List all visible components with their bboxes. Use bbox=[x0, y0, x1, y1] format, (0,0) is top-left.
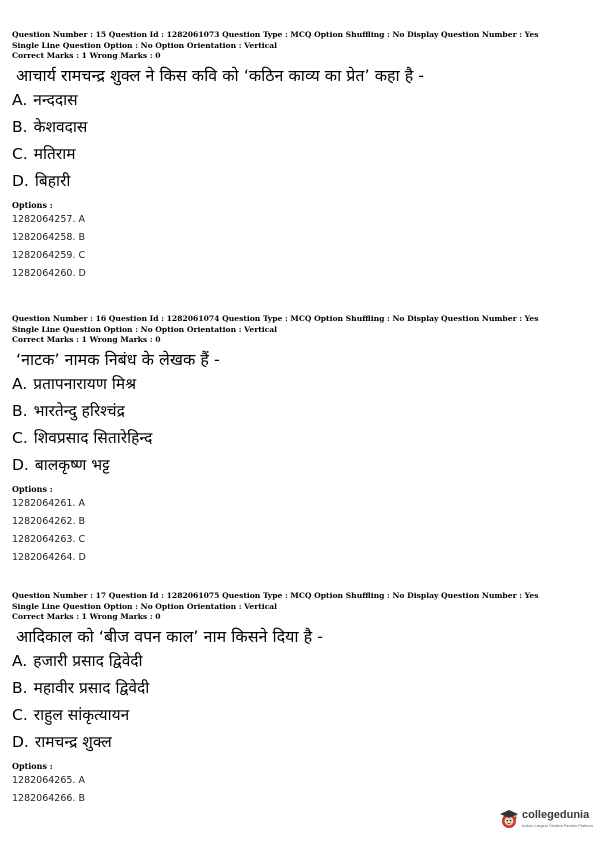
graduate-mascot-icon bbox=[498, 808, 520, 830]
option-id-list bbox=[12, 211, 582, 283]
question-text: आचार्य रामचन्द्र शुक्ल ने किस कवि को ‘कठिन काव्य का प्रेत’ कहा है - bbox=[16, 65, 425, 85]
choice-d bbox=[12, 452, 582, 479]
question-17 bbox=[12, 591, 582, 808]
option-id: 1282064262. B bbox=[12, 515, 85, 527]
choice-text: रामचन्द्र शुक्ल bbox=[34, 732, 112, 751]
option-id: 1282064260. D bbox=[12, 267, 86, 279]
choice-letter: D. bbox=[12, 171, 29, 190]
choice-letter: D. bbox=[12, 455, 29, 474]
choice-d bbox=[12, 168, 582, 195]
question-meta-line1: Question Number : 16 Question Id : 1282061074 Question Type : MCQ Option Shuffling : No Display Question Number : Yes bbox=[12, 314, 539, 323]
choice-text: हजारी प्रसाद द्विवेदी bbox=[33, 651, 143, 670]
question-meta-line1: Question Number : 15 Question Id : 1282061073 Question Type : MCQ Option Shuffling : No Display Question Number : Yes bbox=[12, 30, 539, 39]
options-label: Options : bbox=[12, 760, 53, 771]
choice-text: राहुल सांकृत्यायन bbox=[33, 705, 130, 724]
question-meta-line2: Single Line Question Option : No Option Orientation : Vertical bbox=[12, 324, 278, 334]
option-id: 1282064264. D bbox=[12, 551, 86, 563]
choice-letter: C. bbox=[12, 144, 28, 163]
choice-list bbox=[12, 648, 582, 756]
option-id: 1282064258. B bbox=[12, 231, 85, 243]
question-text: ‘नाटक’ नामक निबंध के लेखक हैं - bbox=[16, 349, 220, 369]
choice-list bbox=[12, 371, 582, 479]
choice-letter: B. bbox=[12, 117, 28, 136]
choice-b bbox=[12, 114, 582, 141]
option-id: 1282064265. A bbox=[12, 774, 85, 786]
choice-text: प्रतापनारायण मिश्र bbox=[33, 374, 137, 393]
question-meta-line1: Question Number : 17 Question Id : 1282061075 Question Type : MCQ Option Shuffling : No Display Question Number : Yes bbox=[12, 591, 539, 600]
question-marks: Correct Marks : 1 Wrong Marks : 0 bbox=[12, 51, 161, 60]
choice-text: भारतेन्दु हरिश्चंद्र bbox=[33, 401, 125, 420]
choice-letter: C. bbox=[12, 705, 28, 724]
choice-c bbox=[12, 425, 582, 452]
choice-a bbox=[12, 371, 582, 398]
choice-letter: A. bbox=[12, 651, 28, 670]
choice-text: बिहारी bbox=[34, 171, 71, 190]
logo-tagline: India's Largest Student Review Platform bbox=[522, 823, 594, 828]
question-text: आदिकाल को ‘बीज वपन काल’ नाम किसने दिया है - bbox=[16, 626, 323, 646]
choice-text: नन्ददास bbox=[33, 90, 78, 109]
choice-letter: C. bbox=[12, 428, 28, 447]
choice-letter: B. bbox=[12, 401, 28, 420]
option-id: 1282064263. C bbox=[12, 533, 86, 545]
choice-b bbox=[12, 398, 582, 425]
question-meta bbox=[12, 591, 582, 623]
option-id: 1282064257. A bbox=[12, 213, 85, 225]
options-label: Options : bbox=[12, 199, 53, 210]
choice-text: बालकृष्ण भट्ट bbox=[34, 455, 110, 474]
choice-a bbox=[12, 87, 582, 114]
choice-a bbox=[12, 648, 582, 675]
choice-text: महावीर प्रसाद द्विवेदी bbox=[33, 678, 150, 697]
choice-letter: A. bbox=[12, 90, 28, 109]
choice-text: शिवप्रसाद सितारेहिन्द bbox=[33, 428, 153, 447]
choice-d bbox=[12, 729, 582, 756]
choice-c bbox=[12, 141, 582, 168]
question-meta bbox=[12, 30, 582, 62]
choice-b bbox=[12, 675, 582, 702]
question-meta-line2: Single Line Question Option : No Option Orientation : Vertical bbox=[12, 601, 278, 611]
logo-brand: collegedunia bbox=[522, 809, 590, 821]
choice-c bbox=[12, 702, 582, 729]
options-label: Options : bbox=[12, 483, 53, 494]
option-id: 1282064261. A bbox=[12, 497, 85, 509]
choice-text: केशवदास bbox=[33, 117, 88, 136]
choice-letter: A. bbox=[12, 374, 28, 393]
choice-letter: D. bbox=[12, 732, 29, 751]
choice-list bbox=[12, 87, 582, 195]
choice-text: मतिराम bbox=[33, 144, 76, 163]
question-15 bbox=[12, 30, 582, 283]
question-meta-line2: Single Line Question Option : No Option Orientation : Vertical bbox=[12, 40, 278, 50]
collegedunia-logo bbox=[498, 806, 593, 834]
option-id: 1282064266. B bbox=[12, 792, 85, 804]
question-16 bbox=[12, 314, 582, 567]
option-id-list bbox=[12, 495, 582, 567]
question-marks: Correct Marks : 1 Wrong Marks : 0 bbox=[12, 612, 161, 621]
question-marks: Correct Marks : 1 Wrong Marks : 0 bbox=[12, 335, 161, 344]
question-meta bbox=[12, 314, 582, 346]
choice-letter: B. bbox=[12, 678, 28, 697]
option-id: 1282064259. C bbox=[12, 249, 86, 261]
option-id-list bbox=[12, 772, 582, 808]
